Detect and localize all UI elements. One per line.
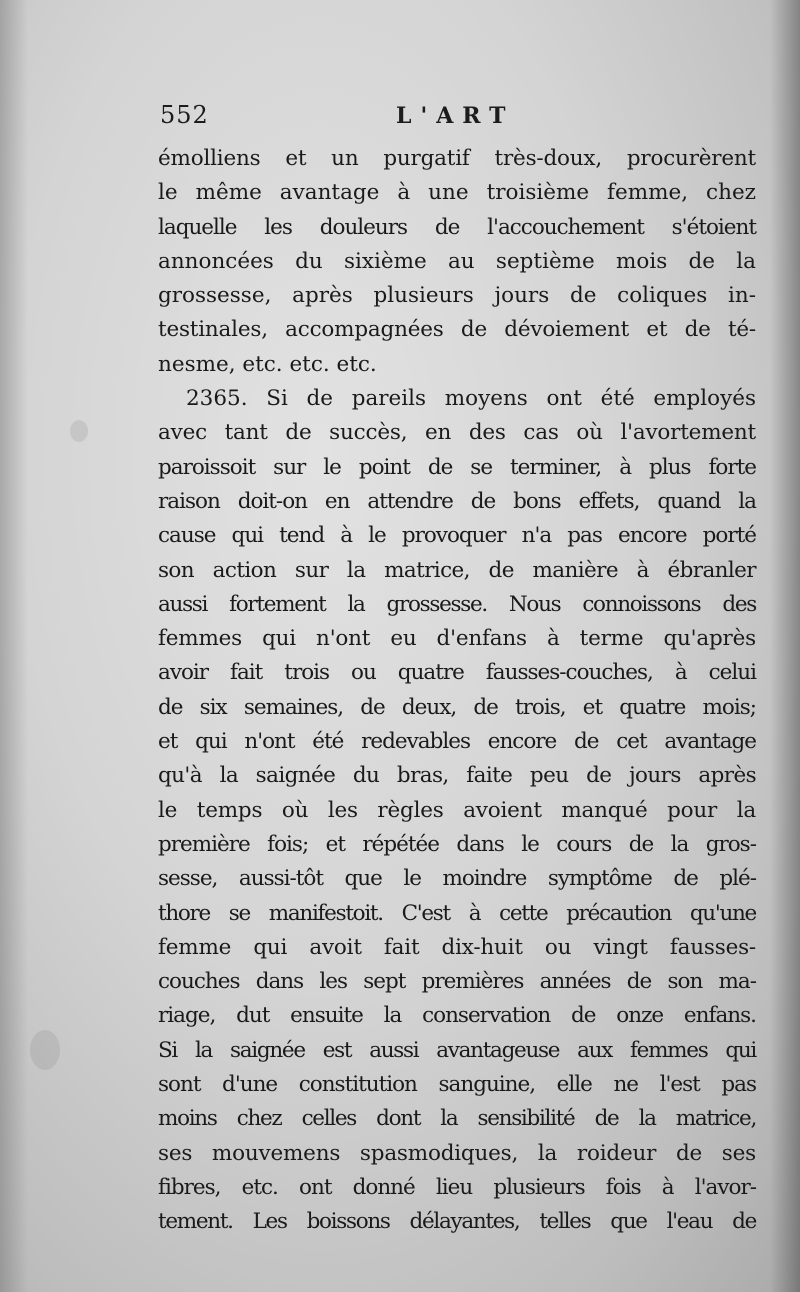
text-line: paroissoit sur le point de se terminer, à plus forte (158, 454, 756, 480)
text-line: laquelle les douleurs de l'accouchement s'étoient (158, 214, 756, 240)
text-line: son action sur la matrice, de manière à ébranler (158, 557, 756, 583)
text-line: sesse, aussi-tôt que le moindre symptôme de plé- (158, 866, 756, 892)
paper-stain (70, 420, 88, 442)
text-line: avoir fait trois ou quatre fausses-couches, à celui (158, 660, 756, 686)
text-line: avec tant de succès, en des cas où l'avortement (158, 420, 756, 446)
text-line: cause qui tend à le provoquer n'a pas encore porté (158, 523, 756, 549)
text-line: sont d'une constitution sanguine, elle ne l'est pas (158, 1072, 756, 1098)
text-line: raison doit-on en attendre de bons effets, quand la (158, 488, 756, 514)
text-line: Si la saignée est aussi avantageuse aux femmes qui (158, 1037, 756, 1063)
page-number: 552 (160, 101, 209, 129)
paper-stain (30, 1030, 60, 1070)
text-line: nesme, etc. etc. etc. (158, 351, 377, 377)
text-line: de six semaines, de deux, de trois, et quatre mois; (158, 694, 756, 720)
text-line: tement. Les boissons délayantes, telles que l'eau de (158, 1209, 756, 1235)
text-line: femmes qui n'ont eu d'enfans à terme qu'après (158, 626, 756, 652)
text-line: couches dans les sept premières années de son ma- (158, 969, 756, 995)
page-header (160, 101, 750, 137)
text-line: 2365. Si de pareils moyens ont été employés (186, 386, 756, 412)
text-line: annoncées du sixième au septième mois de la (158, 248, 756, 274)
text-line: ses mouvemens spasmodiques, la roideur de ses (158, 1140, 756, 1166)
body-text (158, 142, 756, 1240)
text-line: qu'à la saignée du bras, faite peu de jours après (158, 763, 756, 789)
text-line: femme qui avoit fait dix-huit ou vingt fausses- (158, 934, 756, 960)
text-line: riage, dut ensuite la conservation de onze enfans. (158, 1003, 756, 1029)
text-line: première fois; et répétée dans le cours de la gros- (158, 831, 756, 857)
text-line: moins chez celles dont la sensibilité de la matrice, (158, 1106, 756, 1132)
text-line: le même avantage à une troisième femme, chez (158, 180, 756, 206)
text-line: aussi fortement la grossesse. Nous connoissons des (158, 591, 756, 617)
text-line: et qui n'ont été redevables encore de cet avantage (158, 729, 756, 755)
text-line: fibres, etc. ont donné lieu plusieurs fois à l'avor- (158, 1174, 756, 1200)
text-line: grossesse, après plusieurs jours de coliques in- (158, 283, 756, 309)
text-line: le temps où les règles avoient manqué pour la (158, 797, 756, 823)
text-line: émolliens et un purgatif très-doux, procurèrent (158, 146, 756, 171)
text-line: thore se manifestoit. C'est à cette précaution qu'une (158, 900, 756, 926)
text-line: testinales, accompagnées de dévoiement et de té- (158, 317, 756, 343)
running-head: L'ART (396, 103, 515, 129)
